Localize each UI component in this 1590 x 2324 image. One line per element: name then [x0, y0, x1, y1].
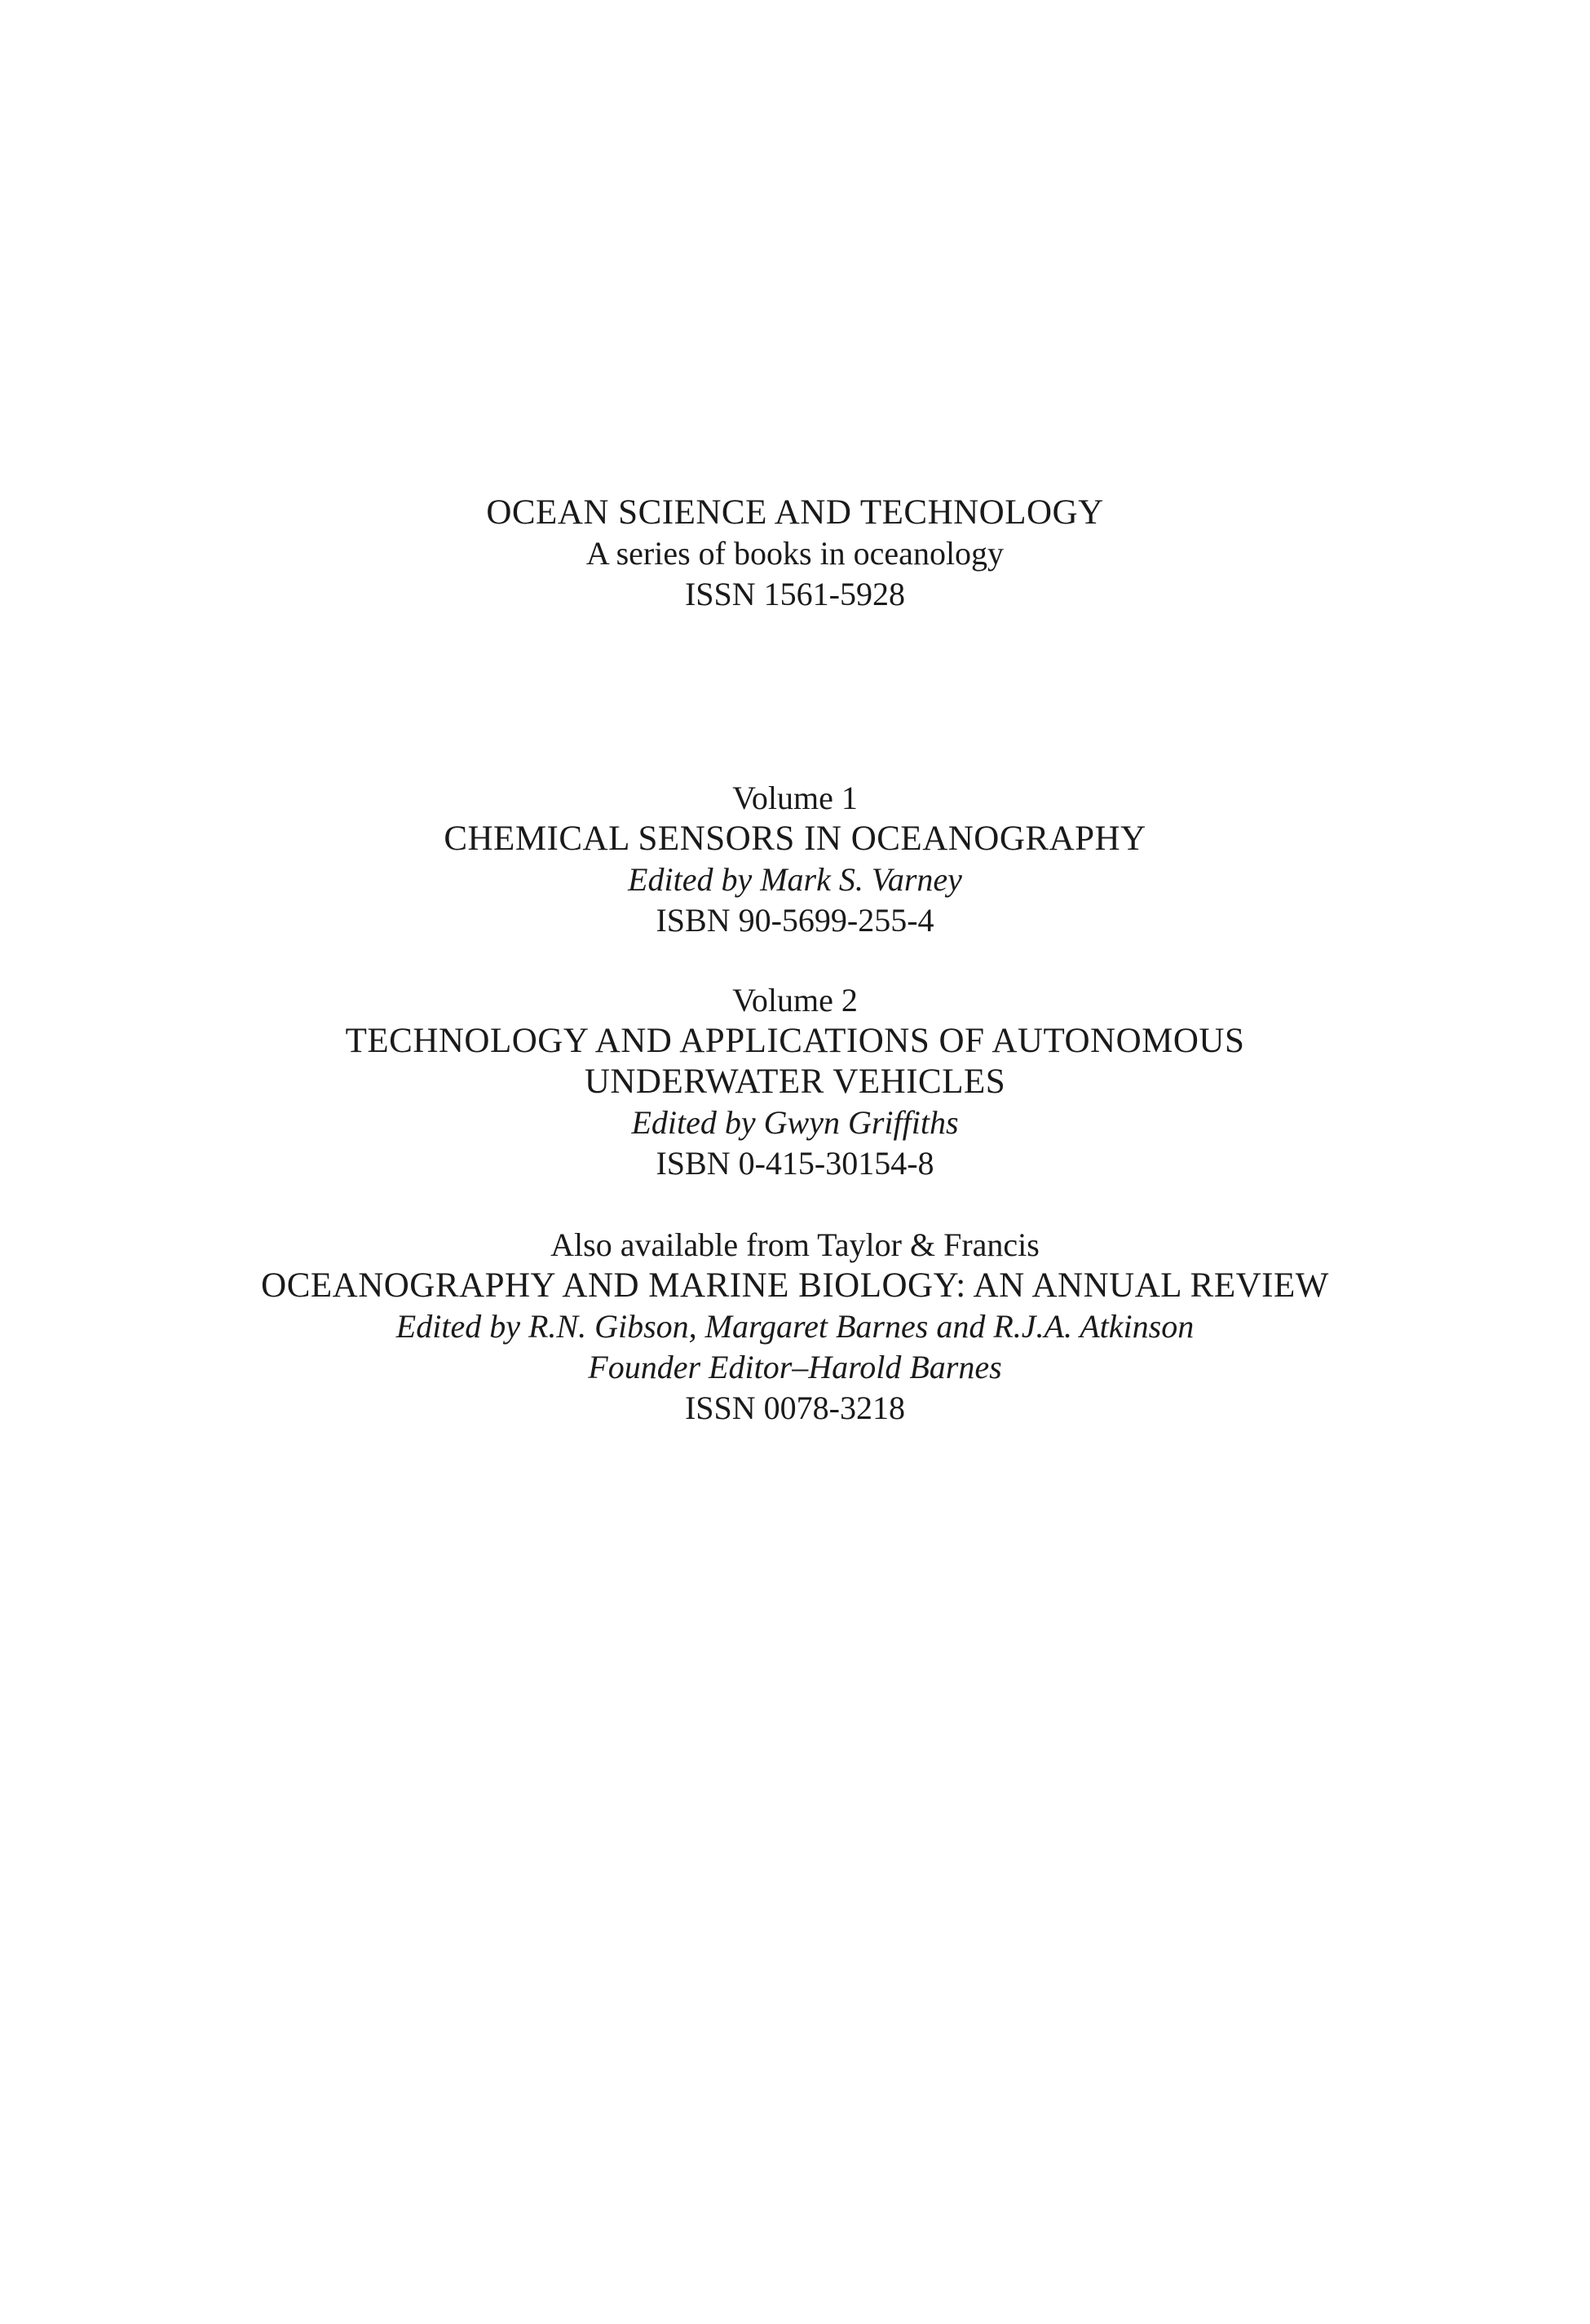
volume-1-editor: Edited by Mark S. Varney: [628, 861, 962, 898]
series-subtitle: A series of books in oceanology: [585, 535, 1005, 572]
also-available-issn: ISSN 0078-3218: [684, 1390, 906, 1426]
also-available-block: [0, 1225, 1590, 1429]
volume-2-isbn: ISBN 0-415-30154-8: [656, 1145, 934, 1182]
volume-2-title-line-2: UNDERWATER VEHICLES: [584, 1063, 1006, 1101]
series-block: [0, 493, 1590, 615]
volume-2-title-line-1: TECHNOLOGY AND APPLICATIONS OF AUTONOMOUS: [345, 1022, 1245, 1060]
series-title: OCEAN SCIENCE AND TECHNOLOGY: [486, 493, 1104, 532]
also-available-editors: Edited by R.N. Gibson, Margaret Barnes and R.J.A. Atkinson: [395, 1308, 1195, 1345]
volume-2-editor: Edited by Gwyn Griffiths: [631, 1104, 959, 1141]
series-issn: ISSN 1561-5928: [684, 576, 906, 612]
volume-1-label: Volume 1: [732, 780, 858, 816]
volume-2-label: Volume 2: [732, 982, 858, 1018]
volume-1-block: [0, 778, 1590, 941]
volume-2-block: [0, 980, 1590, 1184]
also-available-intro: Also available from Taylor & Francis: [550, 1226, 1040, 1263]
volume-1-isbn: ISBN 90-5699-255-4: [656, 902, 934, 939]
volume-1-title: CHEMICAL SENSORS IN OCEANOGRAPHY: [444, 820, 1146, 858]
also-available-title: OCEANOGRAPHY AND MARINE BIOLOGY: AN ANNUAL REVIEW: [261, 1266, 1329, 1305]
also-available-founder: Founder Editor–Harold Barnes: [588, 1349, 1002, 1385]
